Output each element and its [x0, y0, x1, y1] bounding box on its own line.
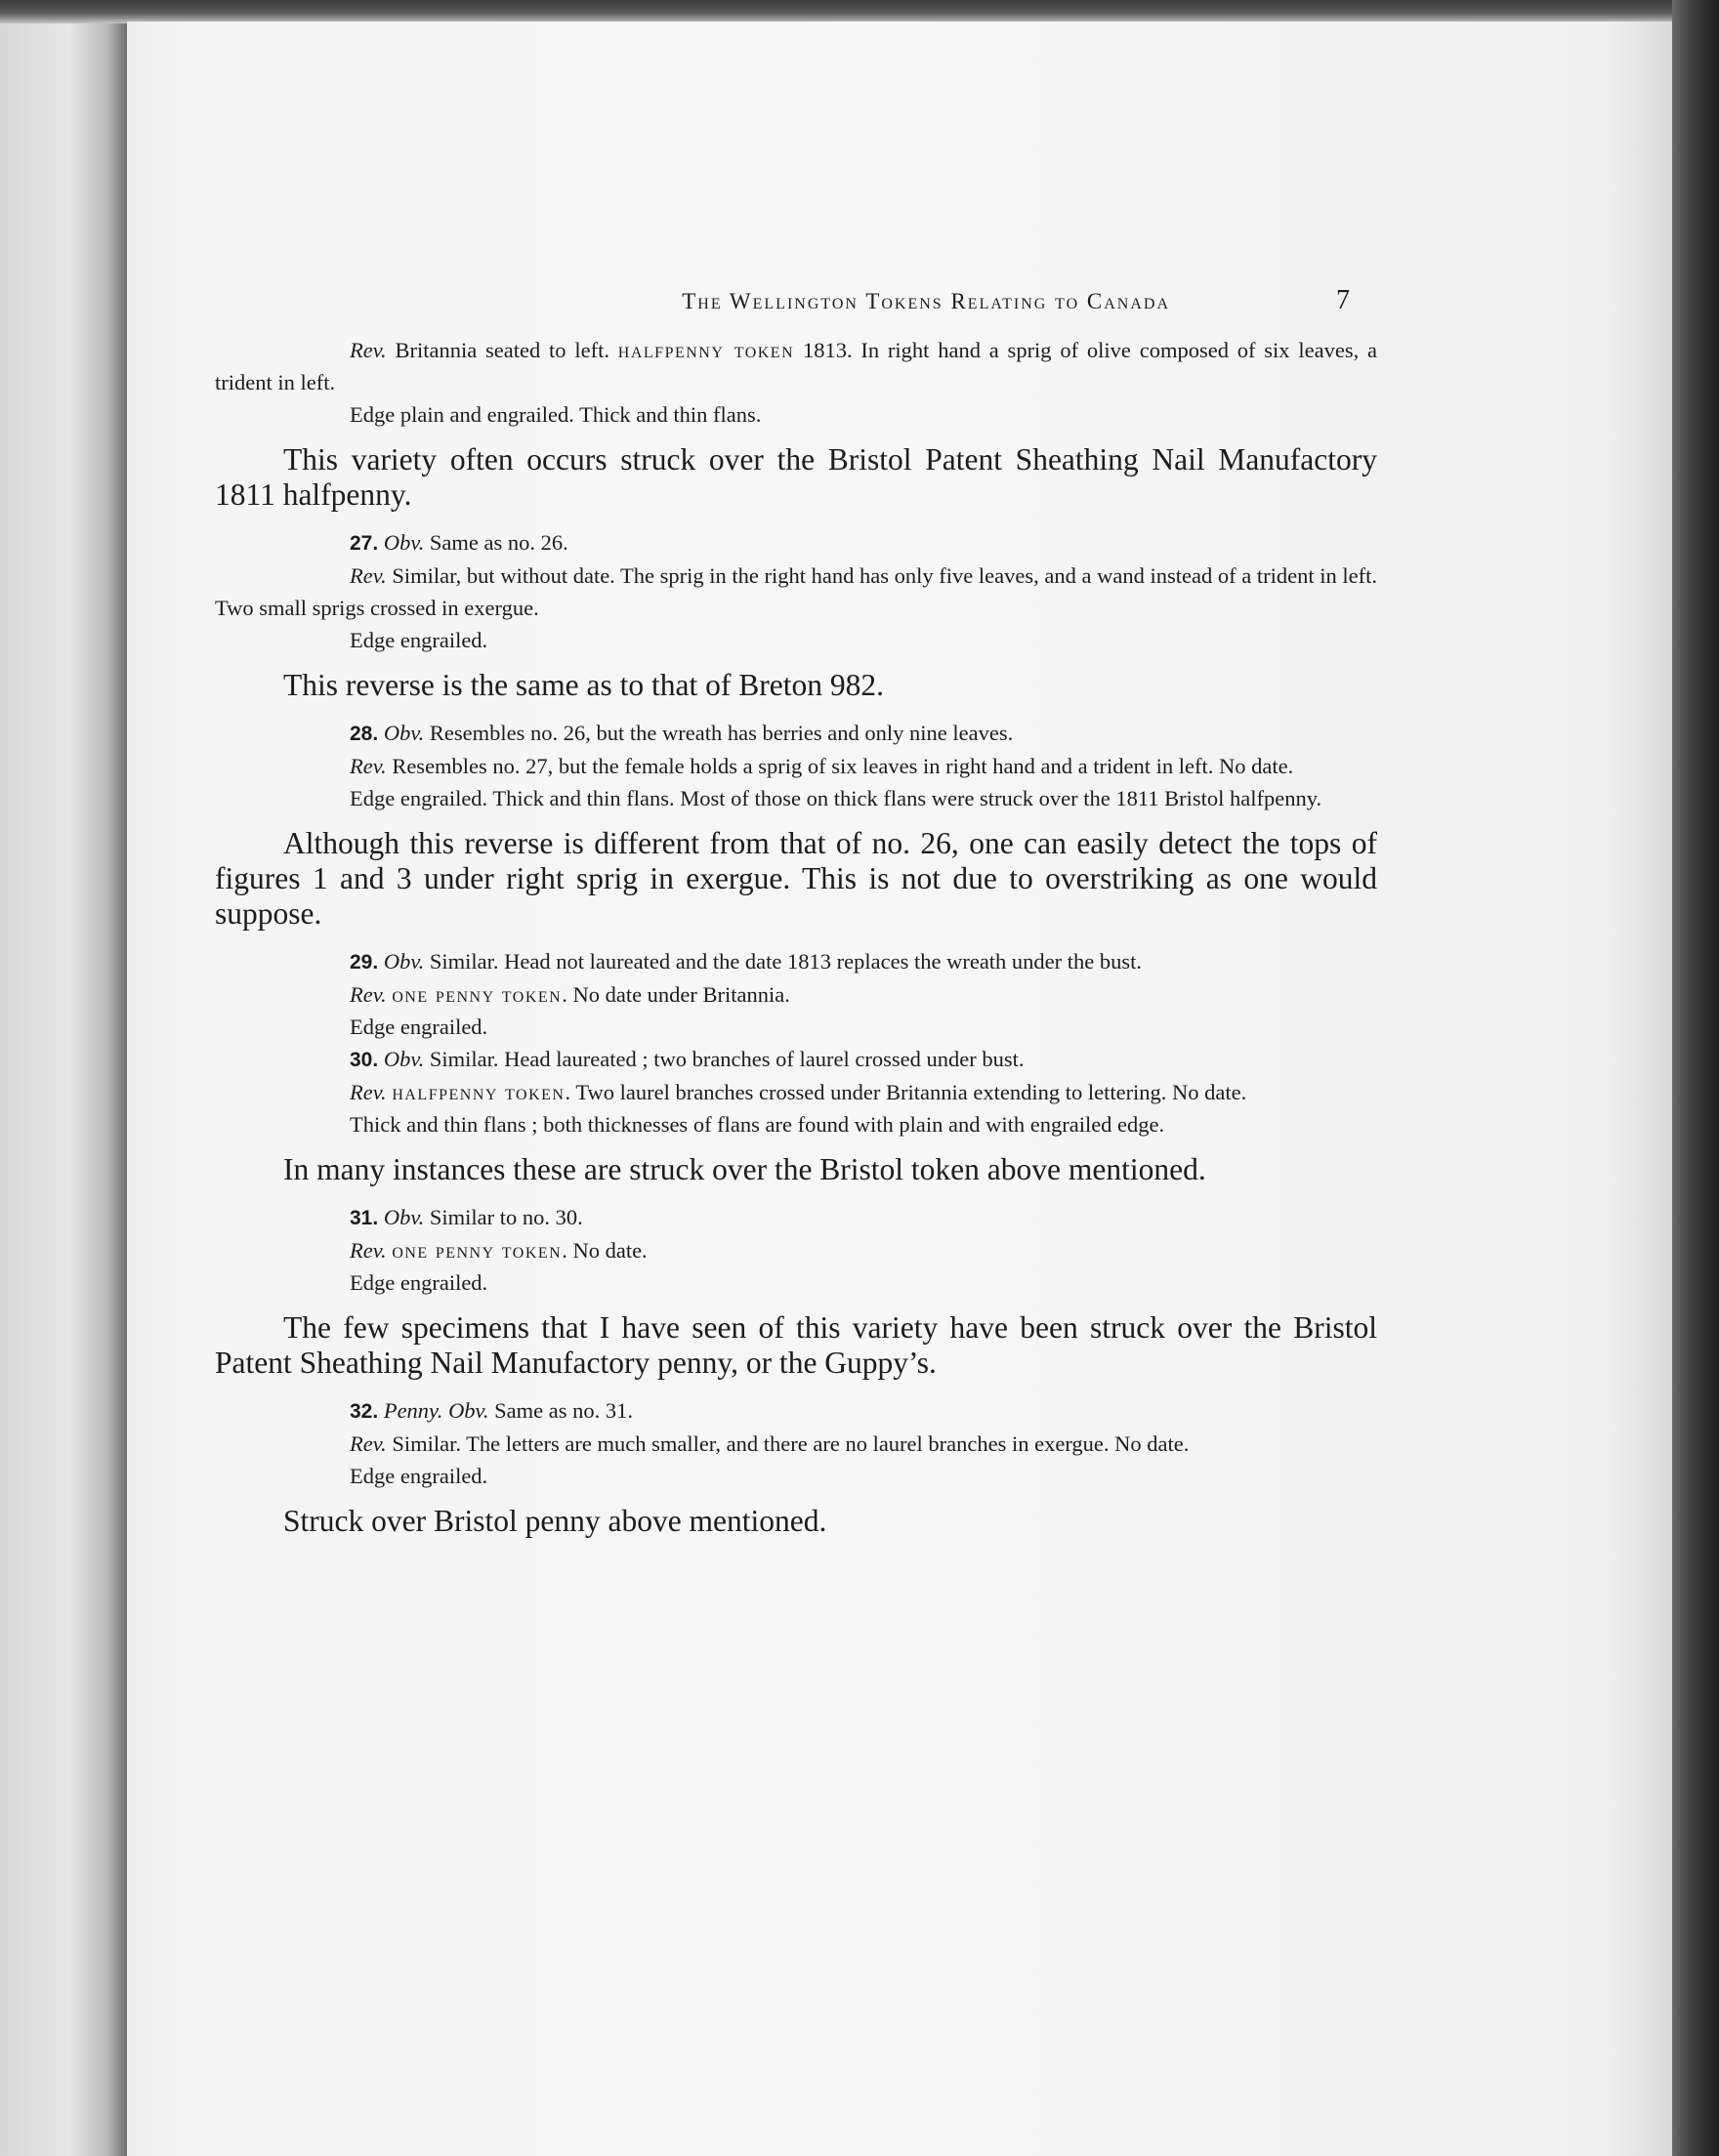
catalog-paragraph — [215, 750, 1377, 782]
catalog-paragraph — [215, 1076, 1377, 1108]
entry-label: Obv. — [383, 1205, 425, 1229]
catalog-paragraph — [215, 1201, 1377, 1234]
catalog-paragraph — [215, 1428, 1377, 1460]
text-run: The few specimens that I have seen of this variety have been struck over the Bristol Patent Sheathing Nail Manufactory penny, or the Guppy’s. — [215, 1310, 1377, 1380]
entry-number: 27. — [350, 532, 379, 555]
text-run: Britannia seated to left. — [386, 338, 618, 362]
text-run: Resembles no. 27, but the female holds a sprig of six leaves in right hand and a trident in left. No date. — [386, 754, 1294, 778]
text-run: . Two laurel branches crossed under Britannia extending to lettering. No date. — [565, 1080, 1247, 1104]
commentary-paragraph — [215, 1152, 1377, 1187]
commentary-paragraph — [215, 826, 1377, 932]
entry-label: Rev. — [350, 1080, 387, 1104]
text-run: Similar to no. 30. — [424, 1205, 583, 1229]
entry-label: Rev. — [350, 1431, 387, 1456]
catalog-paragraph — [215, 398, 1377, 431]
catalog-paragraph — [215, 526, 1377, 560]
text-run: Edge engrailed. Thick and thin flans. Most of those on thick flans were struck over the 1811 Bristol halfpenny. — [350, 786, 1322, 810]
catalog-paragraph — [215, 1011, 1377, 1043]
text-run: Although this reverse is different from that of no. 26, one can easily detect the tops of figures 1 and 3 under right sprig in exergue. This is not due to overstriking as one would suppose. — [215, 826, 1377, 931]
catalog-paragraph — [215, 624, 1377, 656]
text-run: Struck over Bristol penny above mentioned. — [283, 1504, 827, 1538]
text-run: In many instances these are struck over the Bristol token above mentioned. — [283, 1152, 1206, 1186]
text-run: Similar. The letters are much smaller, and there are no laurel branches in exergue. No date. — [386, 1431, 1190, 1456]
catalog-paragraph — [215, 1043, 1377, 1076]
commentary-paragraph — [215, 1310, 1377, 1381]
catalog-paragraph — [215, 717, 1377, 750]
text-run: Similar. Head not laureated and the date 1813 replaces the wreath under the bust. — [424, 949, 1143, 974]
text-run: Same as no. 31. — [488, 1398, 633, 1423]
text-run: . No date. — [562, 1238, 648, 1263]
catalog-paragraph — [215, 782, 1377, 814]
text-run: one penny token — [392, 1238, 563, 1263]
page-top-edge — [0, 0, 1672, 23]
entry-label: Obv. — [383, 949, 425, 974]
text-run: halfpenny token — [617, 338, 795, 362]
text-run: Edge engrailed. — [350, 628, 488, 652]
text-run: . No date under Britannia. — [562, 982, 790, 1007]
entry-label: Rev. — [350, 338, 387, 362]
text-block — [215, 285, 1377, 1553]
entry-number: 32. — [350, 1400, 379, 1423]
entry-label: Obv. — [383, 721, 425, 745]
entry-label: Obv. — [448, 1398, 489, 1423]
text-run: Similar, but without date. The sprig in the right hand has only five leaves, and a wand instead of a trident in left. Two small sprigs crossed in exergue. — [215, 563, 1377, 620]
text-run: This reverse is the same as to that of Breton 982. — [283, 668, 884, 702]
running-head-title: The Wellington Tokens Relating to Canada — [682, 289, 1170, 313]
catalog-paragraph — [215, 1460, 1377, 1492]
entry-number: 29. — [350, 951, 379, 974]
commentary-paragraph — [215, 668, 1377, 703]
commentary-paragraph — [215, 1504, 1377, 1539]
facing-page-edge — [0, 0, 127, 2156]
text-run: halfpenny token — [392, 1080, 566, 1104]
entry-label: Obv. — [383, 530, 425, 555]
entry-label: Rev. — [350, 982, 387, 1007]
text-run: Edge engrailed. — [350, 1464, 488, 1488]
body-text — [215, 334, 1377, 1539]
text-run: one penny token — [392, 982, 563, 1007]
book-right-edge — [1672, 0, 1719, 2156]
entry-label: Rev. — [350, 754, 387, 778]
text-run: Similar. Head laureated ; two branches of laurel crossed under bust. — [424, 1047, 1025, 1071]
text-run: Same as no. 26. — [424, 530, 568, 555]
catalog-paragraph — [215, 1394, 1377, 1428]
text-run: 1813. In right hand a sprig of olive composed of six leaves, a trident in left. — [215, 338, 1377, 394]
entry-label: Rev. — [350, 1238, 387, 1263]
text-run: Edge engrailed. — [350, 1015, 488, 1039]
entry-label: Penny. — [383, 1398, 443, 1423]
catalog-paragraph — [215, 945, 1377, 978]
catalog-paragraph — [215, 334, 1377, 398]
entry-number: 28. — [350, 723, 379, 745]
text-run: Edge engrailed. — [350, 1270, 488, 1295]
text-run: Thick and thin flans ; both thicknesses of flans are found with plain and with engrailed edge. — [350, 1112, 1165, 1137]
catalog-paragraph — [215, 1108, 1377, 1140]
entry-label: Obv. — [383, 1047, 425, 1071]
text-run: Resembles no. 26, but the wreath has berries and only nine leaves. — [424, 721, 1014, 745]
entry-number: 30. — [350, 1049, 379, 1071]
catalog-paragraph — [215, 1234, 1377, 1266]
commentary-paragraph — [215, 442, 1377, 513]
entry-number: 31. — [350, 1207, 379, 1229]
page-number: 7 — [1336, 285, 1350, 315]
catalog-paragraph — [215, 560, 1377, 624]
catalog-paragraph — [215, 1266, 1377, 1299]
entry-label: Rev. — [350, 563, 387, 588]
text-run: Edge plain and engrailed. Thick and thin flans. — [350, 402, 762, 427]
catalog-paragraph — [215, 978, 1377, 1011]
running-head — [215, 285, 1377, 316]
text-run: This variety often occurs struck over the Bristol Patent Sheathing Nail Manufactory 1811 halfpenny. — [215, 442, 1377, 512]
